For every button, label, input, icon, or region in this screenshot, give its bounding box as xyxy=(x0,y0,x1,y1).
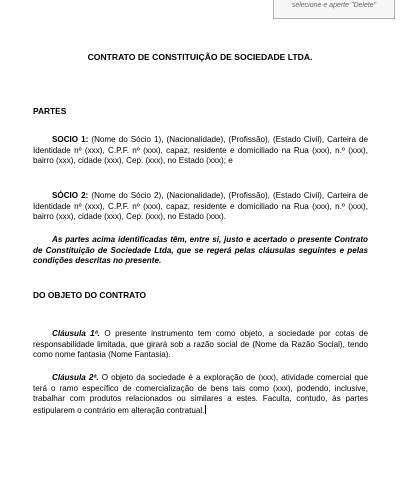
section-heading-partes: PARTES xyxy=(33,106,67,116)
socio-1-paragraph xyxy=(33,135,368,167)
clausula-2-label: Cláusula 2ª. xyxy=(52,373,99,382)
clausula-2-paragraph[interactable] xyxy=(33,373,368,416)
clausula-1-text: O presente instrumento tem como objeto, a sociedade por cotas de responsabilidade limitada, que girará sob a razão social de (Nome da Razão Social), tendo como nome fantasia (Nome Fantasia). xyxy=(33,329,368,360)
partes-statement-paragraph: As partes acima identificadas têm, entre si, justo e acertado o presente Contrato de Constituição de Sociedade Ltda, que se regerá pelas cláusulas seguintes e pelas condições descritas no presente. xyxy=(33,235,368,266)
clausula-1-label: Cláusula 1ª. xyxy=(52,329,100,338)
text-cursor xyxy=(205,405,206,414)
clausula-2-text: O objeto da sociedade é a exploração de (xxx), atividade comercial que terá o ramo específico de comercialização de bens tais como (xxx), podendo, inclusive, trabalhar com produtos relacionados ou similares a estes. Faculta, contudo, às partes estipularem o contrário em alteração contratual. xyxy=(33,373,368,415)
document-title: CONTRATO DE CONSTITUIÇÃO DE SOCIEDADE LTDA. xyxy=(87,52,313,62)
clausula-1-paragraph xyxy=(33,329,368,361)
socio-2-paragraph xyxy=(33,191,368,223)
section-heading-objeto: DO OBJETO DO CONTRATO xyxy=(33,290,147,300)
delete-hint-note: selecione e aperte "Delete" xyxy=(273,0,395,19)
socio-2-text: (Nome do Sócio 2), (Nacionalidade), (Profissão), (Estado Civil), Carteira de Identidade nº (xxx), C.P.F. nº (xxx), capaz, residente e domiciliado na Rua (xxx), n.º (xxx), bairro (xxx), cidade (xxx), Cep. (xxx), no Estado (xxx). xyxy=(33,191,368,222)
socio-1-text: (Nome do Sócio 1), (Nacionalidade), (Profissão), (Estado Civil), Carteira de Identidade nº (xxx), C.P.F. nº (xxx), capaz, residente e domiciliado na Rua (xxx), n.º (xxx), bairro (xxx), cidade (xxx), Cep. (xxx), no Estado (xxx); e xyxy=(33,135,368,166)
socio-2-label: SÓCIO 2: xyxy=(52,191,89,200)
socio-1-label: SOCIO 1: xyxy=(52,135,89,144)
